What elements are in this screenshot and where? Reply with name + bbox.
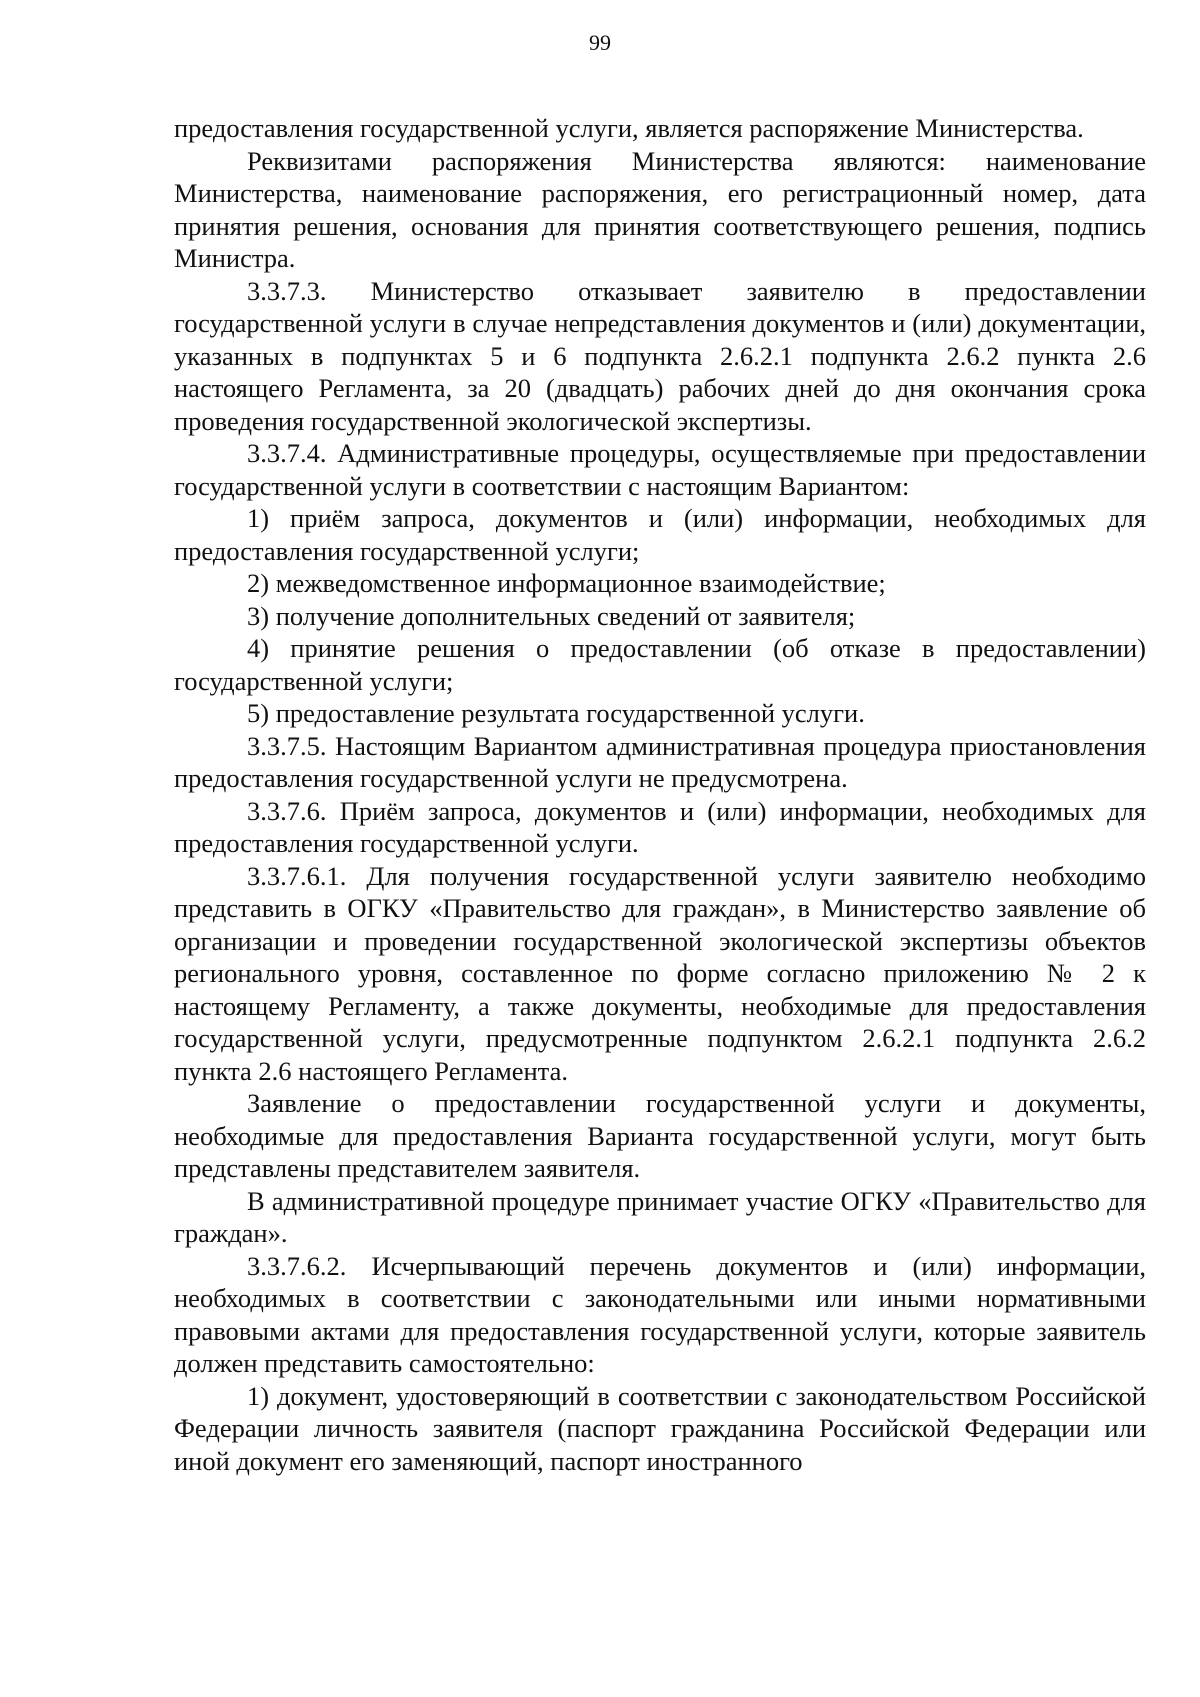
paragraph-3-3-7-6-2: 3.3.7.6.2. Исчерпывающий перечень документов и (или) информации, необходимых в соответствии с законодательными или иными нормативными правовыми актами для предоставления государственной услуги, которые заявитель должен представить самостоятельно: xyxy=(174,1250,1146,1378)
paragraph-application-representative: Заявление о предоставлении государственной услуги и документы, необходимые для предоставления Варианта государственной услуги, могут быть представлены представителем заявителя. xyxy=(174,1088,1146,1183)
document-body xyxy=(174,112,1146,1477)
paragraph-3-3-7-5: 3.3.7.5. Настоящим Вариантом административная процедура приостановления предоставления государственной услуги не предусмотрена. xyxy=(174,730,1146,793)
list-item-4: 4) принятие решения о предоставлении (об отказе в предоставлении) государственной услуги; xyxy=(174,633,1146,696)
list-item-identity-document: 1) документ, удостоверяющий в соответствии с законодательством Российской Федерации личность заявителя (паспорт гражданина Российской Федерации или иной документ его заменяющий, паспорт иностранного xyxy=(174,1380,1146,1476)
paragraph-3-3-7-4: 3.3.7.4. Административные процедуры, осуществляемые при предоставлении государственной услуги в соответствии с настоящим Вариантом: xyxy=(174,438,1146,501)
list-item-3: 3) получение дополнительных сведений от заявителя; xyxy=(247,600,856,631)
paragraph-participation: В административной процедуре принимает участие ОГКУ «Правительство для граждан». xyxy=(174,1185,1146,1248)
paragraph-requisites: Реквизитами распоряжения Министерства являются: наименование Министерства, наименование распоряжения, его регистрационный номер, дата принятия решения, основания для принятия соответствующего решения, подпись Министра. xyxy=(174,145,1146,273)
list-item-2: 2) межведомственное информационное взаимодействие; xyxy=(247,568,886,598)
paragraph-3-3-7-6: 3.3.7.6. Приём запроса, документов и (или) информации, необходимых для предоставления государственной услуги. xyxy=(174,795,1146,858)
paragraph-continuation: предоставления государственной услуги, является распоряжение Министерства. xyxy=(174,113,1084,143)
page-number: 99 xyxy=(589,30,611,55)
paragraph-3-3-7-6-1: 3.3.7.6.1. Для получения государственной услуги заявителю необходимо представить в ОГКУ «Правительство для граждан», в Министерство заявление об организации и проведении государственной экологической экспертизы объектов регионального уровня, составленное по форме согласно приложению № 2 к настоящему Регламенту, а также документы, необходимые для предоставления государственной услуги, предусмотренные подпунктом 2.6.2.1 подпункта 2.6.2 пункта 2.6 настоящего Регламента. xyxy=(174,860,1146,1086)
paragraph-3-3-7-3: 3.3.7.3. Министерство отказывает заявителю в предоставлении государственной услуги в случае непредставления документов и (или) документации, указанных в подпунктах 5 и 6 подпункта 2.6.2.1 подпункта 2.6.2 пункта 2.6 настоящего Регламента, за 20 (двадцать) рабочих дней до дня окончания срока проведения государственной экологической экспертизы. xyxy=(174,275,1146,436)
list-item-5: 5) предоставление результата государственной услуги. xyxy=(247,698,865,728)
list-item-1: 1) приём запроса, документов и (или) информации, необходимых для предоставления государственной услуги; xyxy=(174,503,1146,566)
